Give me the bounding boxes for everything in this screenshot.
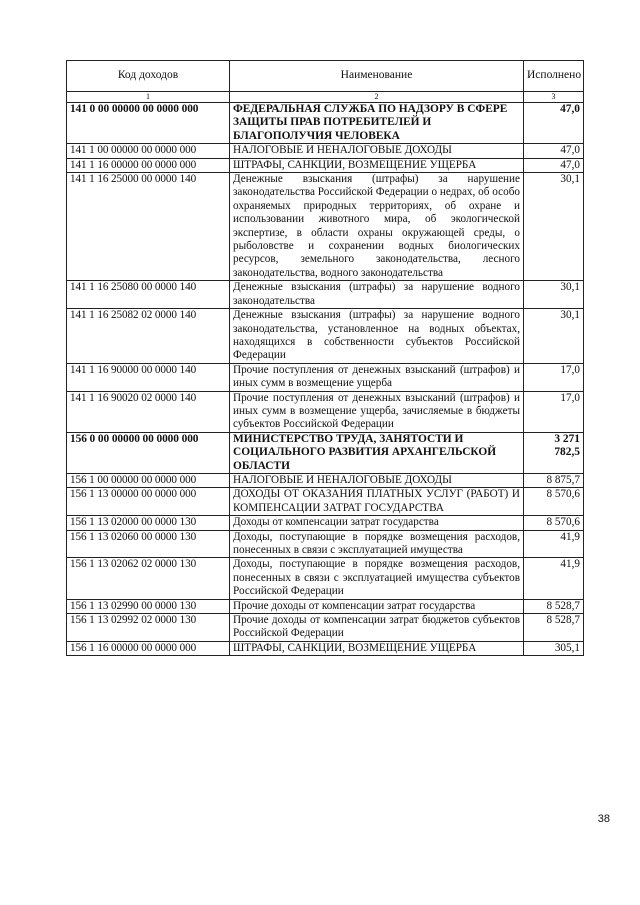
row-code: 156 1 13 02992 02 0000 130: [67, 614, 230, 642]
row-code: 156 1 13 00000 00 0000 000: [67, 488, 230, 516]
row-name: Доходы от компенсации затрат государства: [230, 516, 524, 530]
table-row: [67, 173, 584, 281]
header-name: Наименование: [230, 61, 524, 92]
row-name: МИНИСТЕРСТВО ТРУДА, ЗАНЯТОСТИ И СОЦИАЛЬНОГО РАЗВИТИЯ АРХАНГЕЛЬСКОЙ ОБЛАСТИ: [230, 432, 524, 473]
row-name: НАЛОГОВЫЕ И НЕНАЛОГОВЫЕ ДОХОДЫ: [230, 144, 524, 158]
row-amount: 47,0: [524, 158, 584, 172]
row-name: Денежные взыскания (штрафы) за нарушение водного законодательства, установленное на водных объектах, находящихся в собственности субъектов Российской Федерации: [230, 309, 524, 364]
table-row: [67, 158, 584, 172]
table-row: [67, 516, 584, 530]
column-number-row: [67, 92, 584, 103]
row-code: 141 1 16 90020 02 0000 140: [67, 391, 230, 432]
row-code: 156 0 00 00000 00 0000 000: [67, 432, 230, 473]
row-amount: 305,1: [524, 641, 584, 655]
row-amount: 41,9: [524, 558, 584, 599]
table-row: [67, 281, 584, 309]
revenue-table: [66, 60, 584, 656]
row-name: Прочие доходы от компенсации затрат государства: [230, 599, 524, 613]
row-amount: 41,9: [524, 530, 584, 558]
page-number: 38: [597, 813, 610, 825]
row-name: ШТРАФЫ, САНКЦИИ, ВОЗМЕЩЕНИЕ УЩЕРБА: [230, 641, 524, 655]
table-row: [67, 363, 584, 391]
row-code: 141 1 16 90000 00 0000 140: [67, 363, 230, 391]
row-amount: 8 875,7: [524, 473, 584, 487]
table-row: [67, 391, 584, 432]
row-name: Прочие поступления от денежных взысканий (штрафов) и иных сумм в возмещение ущерба, зачисляемые в бюджеты субъектов Российской Федерации: [230, 391, 524, 432]
table-row: [67, 488, 584, 516]
row-code: 141 1 16 25082 02 0000 140: [67, 309, 230, 364]
table-row: [67, 641, 584, 655]
row-code: 156 1 13 02060 00 0000 130: [67, 530, 230, 558]
column-number: 2: [230, 92, 524, 103]
table-row: [67, 614, 584, 642]
row-amount: 3 271 782,5: [524, 432, 584, 473]
row-amount: 8 528,7: [524, 599, 584, 613]
table-row: [67, 309, 584, 364]
row-name: Прочие доходы от компенсации затрат бюджетов субъектов Российской Федерации: [230, 614, 524, 642]
row-name: Денежные взыскания (штрафы) за нарушение водного законодательства: [230, 281, 524, 309]
table-row: [67, 558, 584, 599]
row-code: 156 1 13 02062 02 0000 130: [67, 558, 230, 599]
row-amount: 8 570,6: [524, 488, 584, 516]
row-name: НАЛОГОВЫЕ И НЕНАЛОГОВЫЕ ДОХОДЫ: [230, 473, 524, 487]
table-row: [67, 144, 584, 158]
row-amount: 30,1: [524, 281, 584, 309]
row-amount: 17,0: [524, 391, 584, 432]
column-number: 3: [524, 92, 584, 103]
header-amount: Исполнено: [524, 61, 584, 92]
row-amount: 47,0: [524, 144, 584, 158]
row-name: Доходы, поступающие в порядке возмещения расходов, понесенных в связи с эксплуатацией имущества: [230, 530, 524, 558]
row-amount: 47,0: [524, 103, 584, 144]
row-code: 141 0 00 00000 00 0000 000: [67, 103, 230, 144]
table-row: [67, 599, 584, 613]
table-row: [67, 432, 584, 473]
row-code: 156 1 13 02000 00 0000 130: [67, 516, 230, 530]
row-code: 141 1 16 25080 00 0000 140: [67, 281, 230, 309]
row-amount: 30,1: [524, 309, 584, 364]
table-row: [67, 530, 584, 558]
row-code: 156 1 00 00000 00 0000 000: [67, 473, 230, 487]
row-code: 141 1 00 00000 00 0000 000: [67, 144, 230, 158]
row-amount: 8 528,7: [524, 614, 584, 642]
row-code: 141 1 16 00000 00 0000 000: [67, 158, 230, 172]
table-row: [67, 103, 584, 144]
header-code: Код доходов: [67, 61, 230, 92]
row-name: ФЕДЕРАЛЬНАЯ СЛУЖБА ПО НАДЗОРУ В СФЕРЕ ЗАЩИТЫ ПРАВ ПОТРЕБИТЕЛЕЙ И БЛАГОПОЛУЧИЯ ЧЕЛОВЕКА: [230, 103, 524, 144]
row-code: 156 1 13 02990 00 0000 130: [67, 599, 230, 613]
row-code: 141 1 16 25000 00 0000 140: [67, 173, 230, 281]
row-name: Прочие поступления от денежных взысканий (штрафов) и иных сумм в возмещение ущерба: [230, 363, 524, 391]
column-number: 1: [67, 92, 230, 103]
row-name: ШТРАФЫ, САНКЦИИ, ВОЗМЕЩЕНИЕ УЩЕРБА: [230, 158, 524, 172]
table-header: [67, 61, 584, 92]
row-amount: 8 570,6: [524, 516, 584, 530]
row-name: ДОХОДЫ ОТ ОКАЗАНИЯ ПЛАТНЫХ УСЛУГ (РАБОТ) И КОМПЕНСАЦИИ ЗАТРАТ ГОСУДАРСТВА: [230, 488, 524, 516]
row-name: Денежные взыскания (штрафы) за нарушение законодательства Российской Федерации о недрах, об особо охраняемых природных территориях, об охране и использовании животного мира, об экологической экспертизе, в области охраны окружающей среды, о рыболовстве и сохранении водных биологических ресурсов, земельного законодательства, лесного законодательства, водного законодательства: [230, 173, 524, 281]
row-amount: 30,1: [524, 173, 584, 281]
table-row: [67, 473, 584, 487]
row-amount: 17,0: [524, 363, 584, 391]
row-code: 156 1 16 00000 00 0000 000: [67, 641, 230, 655]
row-name: Доходы, поступающие в порядке возмещения расходов, понесенных в связи с эксплуатацией имущества субъектов Российской Федерации: [230, 558, 524, 599]
